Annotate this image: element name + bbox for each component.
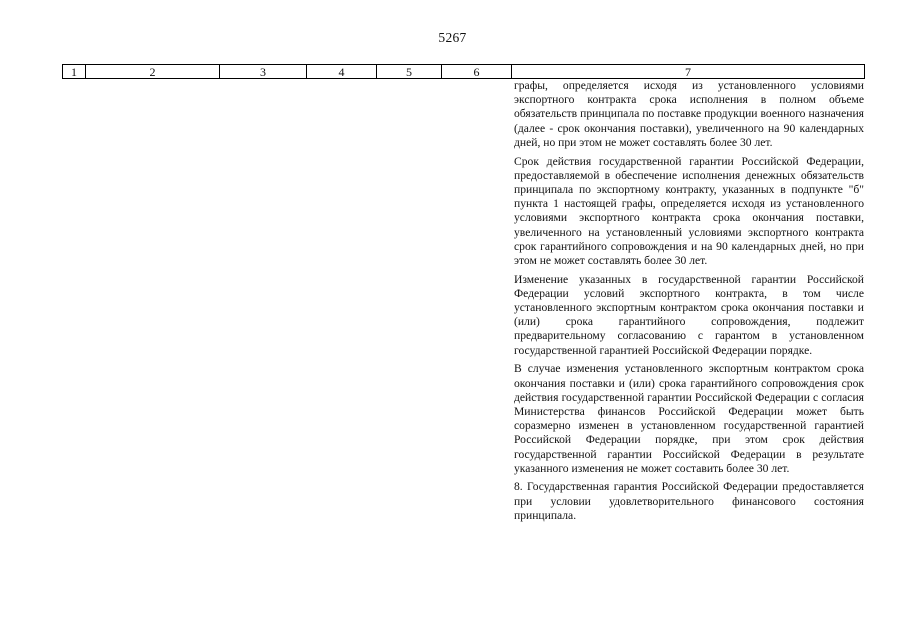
column-header-2: 2 [86,65,220,79]
column-header-4: 4 [307,65,377,79]
paragraph: Срок действия государственной гарантии Российской Федерации, предоставляемой в обеспечение исполнения денежных обязательств принципала по экспортному контракту, указанных в подпункте "б" пункта 1 настоящей графы, определяется исходя из установленного условиями экспортного контракта срока окончания поставки, увеличенного на установленный условиями экспортного контракта срок гарантийного сопровождения и на 90 календарных дней, но при этом не может составлять более 30 лет. [514,154,864,267]
page-number: 5267 [438,30,467,45]
paragraph: Изменение указанных в государственной гарантии Российской Федерации условий экспортного контракта, в том числе установленного экспортным контрактом срока окончания поставки и (или) срока гарантийного сопровождения, подлежит предварительному согласованию с гарантом в установленном государственной гарантией Российской Федерации порядке. [514,272,864,357]
paragraph: 8. Государственная гарантия Российской Федерации предоставляется при условии удовлетворительного финансового состояния принципала. [514,480,864,522]
table-header-row [62,64,865,79]
column-header-7: 7 [512,65,865,79]
column-header-3: 3 [220,65,307,79]
column-header-1: 1 [63,65,86,79]
column-header-6: 6 [442,65,512,79]
paragraph: В случае изменения установленного экспортным контрактом срока окончания поставки и (или) срока гарантийного сопровождения срок действия государственной гарантии Российской Федерации с согласия Министерства финансов Российской Федерации может быть соразмерно изменен в установленном государственной гарантией Российской Федерации порядке, при этом срок действия государственной гарантии Российской Федерации в результате указанного изменения не может составить более 30 лет. [514,362,864,475]
paragraph: графы, определяется исходя из установленного условиями экспортного контракта срока исполнения в полном объеме обязательств принципала по поставке продукции военного назначения (далее - срок окончания поставки), увеличенного на 90 календарных дней, но при этом не может составлять более 30 лет. [514,79,864,149]
column-header-5: 5 [377,65,442,79]
column-7-text [514,79,864,523]
